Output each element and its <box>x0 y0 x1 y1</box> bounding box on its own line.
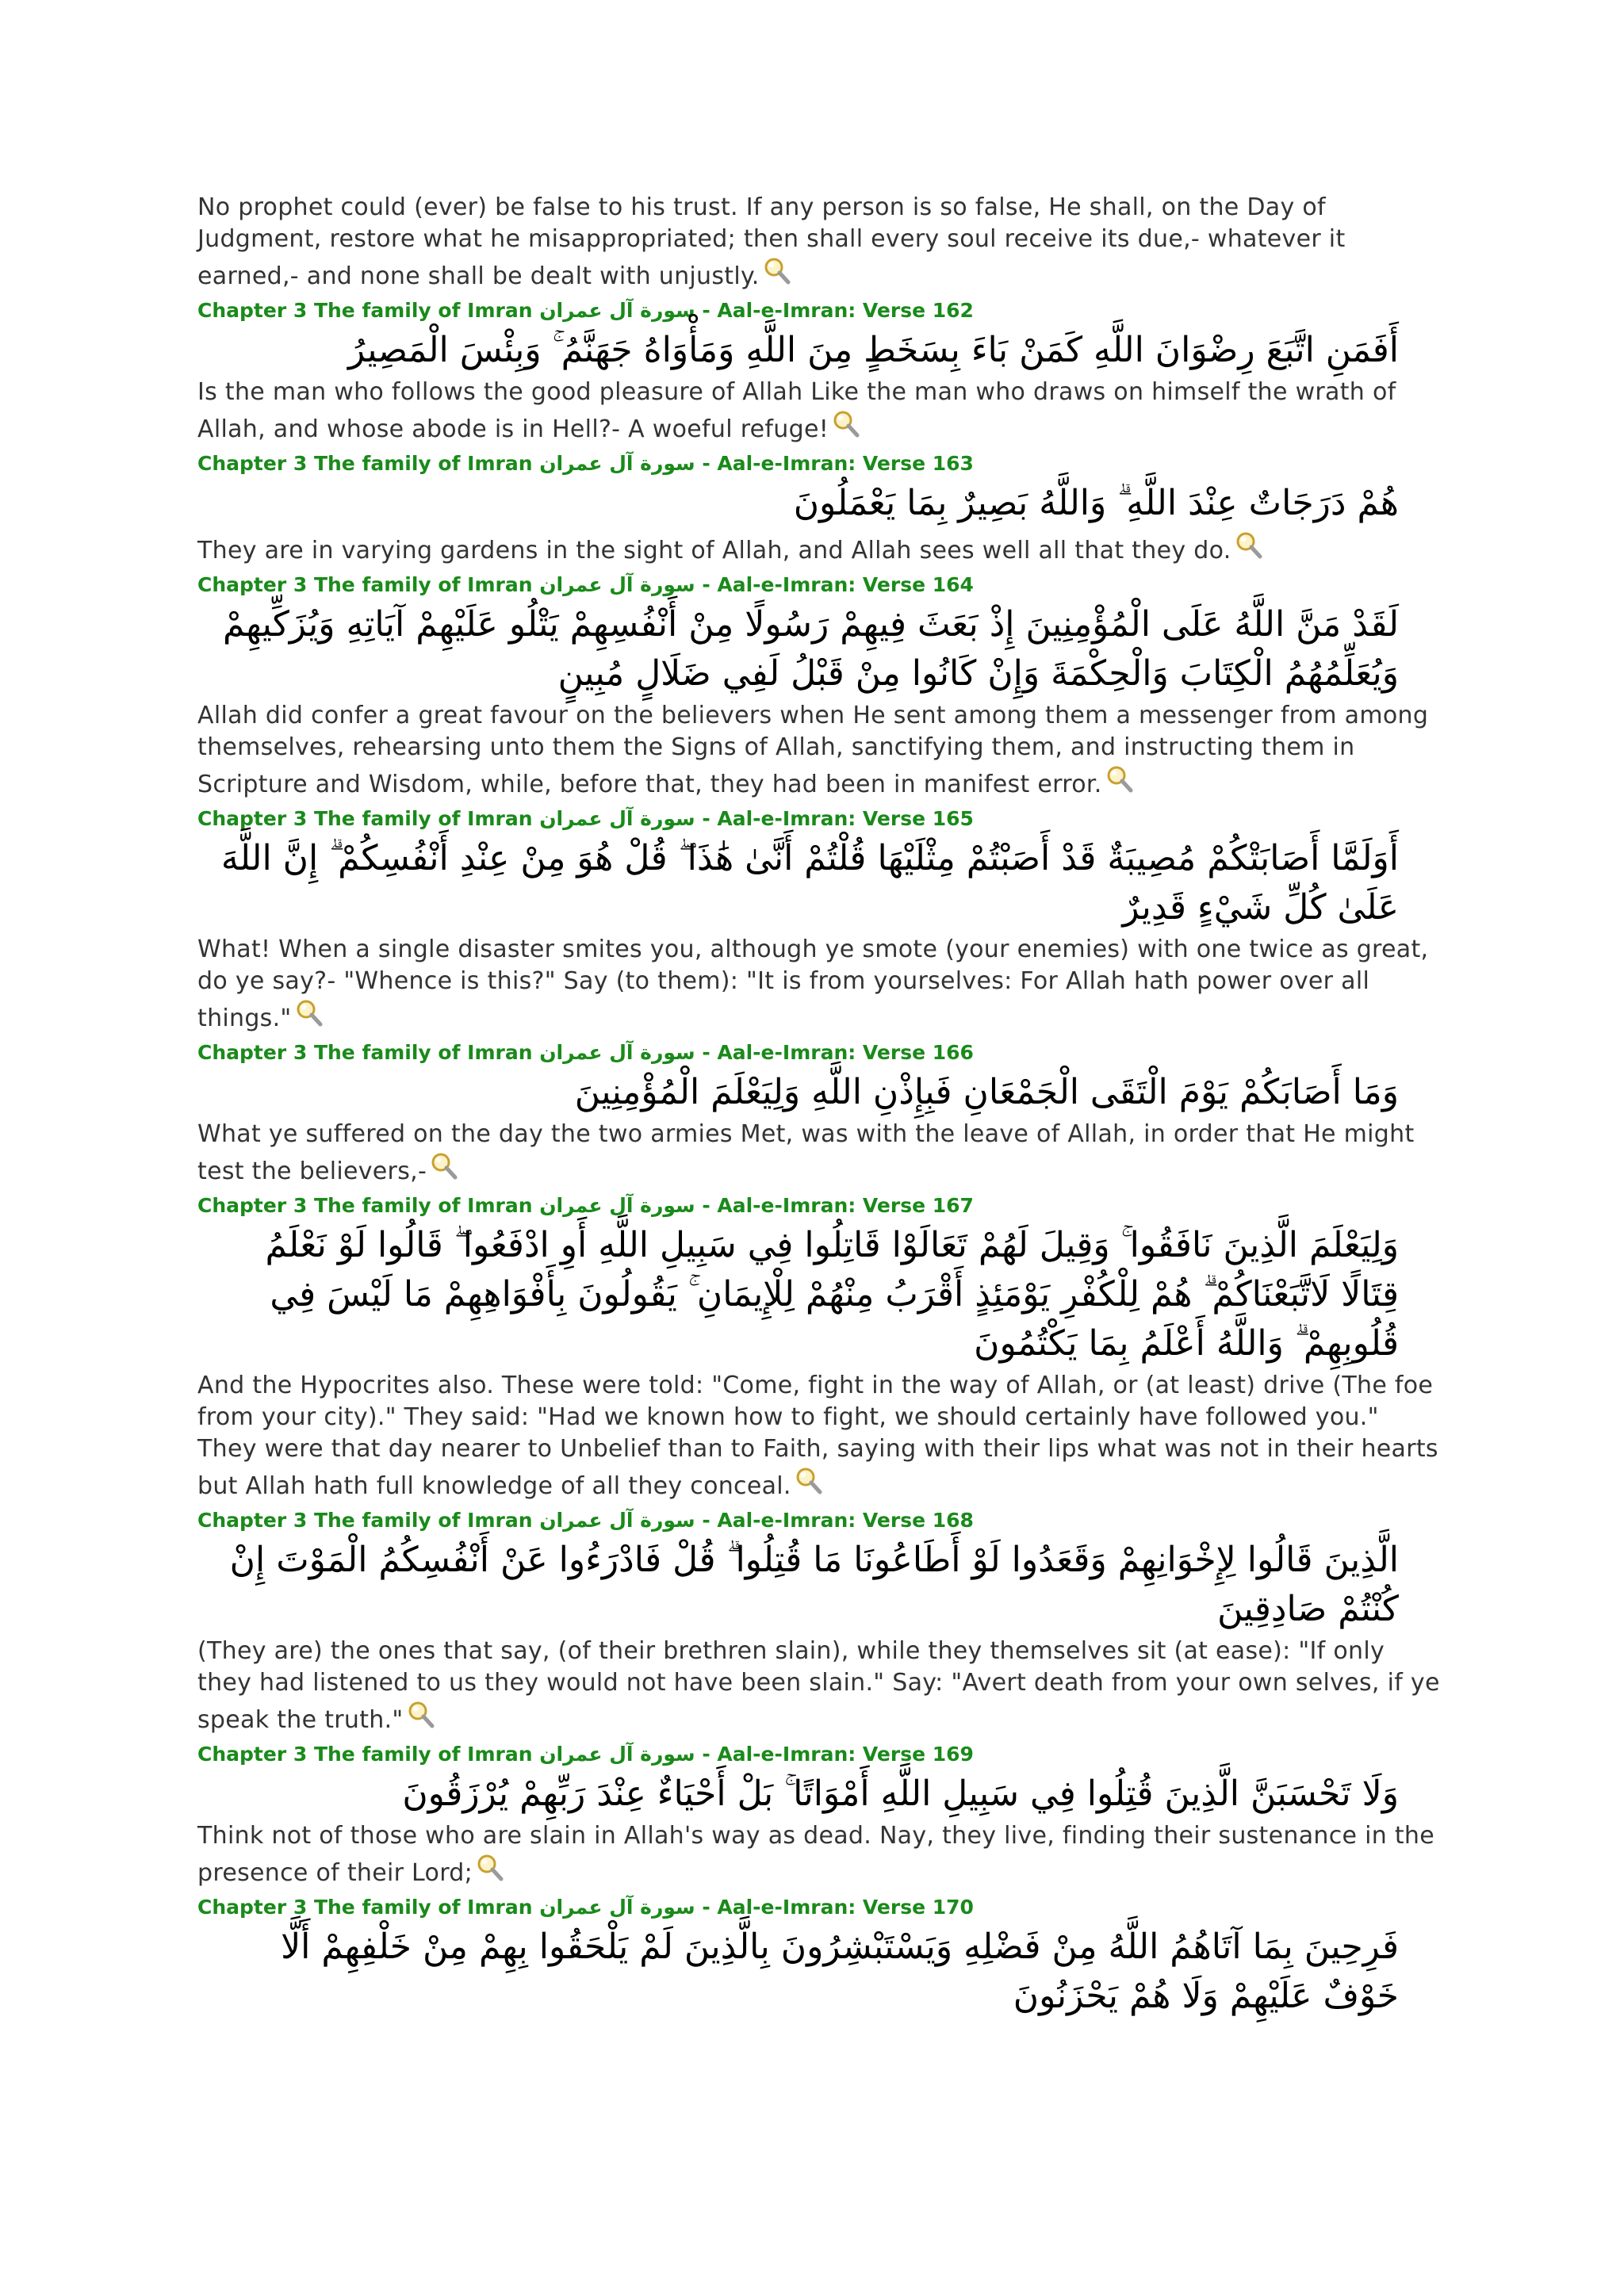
heading-chapter: Chapter 3 The family of Imran <box>197 1041 533 1064</box>
heading-surah-arabic: سورة آل عمران <box>539 1743 695 1766</box>
heading-surah-arabic: سورة آل عمران <box>539 573 695 596</box>
verse-heading[interactable] <box>197 297 1442 324</box>
verse-heading[interactable] <box>197 1192 1442 1219</box>
intro-translation: No prophet could (ever) be false to his trust. If any person is so false, He shall, on the Day of Judgment, restore what he misappropriated; then shall every soul receive its due,- whatever it earned,- and none shall be dealt with unjustly. <box>197 193 1346 290</box>
verse-translation-text: What! When a single disaster smites you, although ye smote (your enemies) with one twice as great, do ye say?- "Whence is this?" Say (to them): "It is from yourselves: For Allah hath power over all things." <box>197 936 1429 1032</box>
verse-translation-text: What ye suffered on the day the two armies Met, was with the leave of Allah, in order that He might test the believers,- <box>197 1120 1415 1185</box>
heading-verse-number: 167 <box>932 1194 974 1217</box>
heading-surah-latin: - Aal-e-Imran: Verse <box>702 1041 926 1064</box>
verse-translation-text: Think not of those who are slain in Allah's way as dead. Nay, they live, finding their sustenance in the presence of their Lord; <box>197 1822 1434 1887</box>
verse-heading[interactable] <box>197 1507 1442 1534</box>
search-icon[interactable] <box>293 997 325 1029</box>
search-icon[interactable] <box>405 1699 437 1731</box>
verse-translation-text: (They are) the ones that say, (of their brethren slain), while they themselves sit (at ease): "If only they had listened to us they would not have been slain." Say: "Avert death from your own selves, if ye speak the truth." <box>197 1637 1440 1734</box>
verse-translation <box>197 530 1442 567</box>
verse-block <box>197 450 1442 567</box>
verse-block <box>197 1192 1442 1502</box>
heading-surah-arabic: سورة آل عمران <box>539 1041 695 1064</box>
search-icon[interactable] <box>474 1852 506 1884</box>
heading-surah-arabic: سورة آل عمران <box>539 1194 695 1217</box>
verse-translation <box>197 1370 1442 1502</box>
verse-block <box>197 297 1442 446</box>
heading-chapter: Chapter 3 The family of Imran <box>197 299 533 322</box>
heading-chapter: Chapter 3 The family of Imran <box>197 807 533 830</box>
heading-chapter: Chapter 3 The family of Imran <box>197 452 533 475</box>
verse-block <box>197 806 1442 1035</box>
search-icon[interactable] <box>830 408 862 440</box>
verse-arabic: هُمْ دَرَجَاتٌ عِنْدَ اللَّهِ ۗ وَاللَّهُ بَصِيرٌ بِمَا يَعْمَلُونَ <box>793 483 1399 523</box>
verse-arabic: وَمَا أَصَابَكُمْ يَوْمَ الْتَقَى الْجَمْعَانِ فَبِإِذْنِ اللَّهِ وَلِيَعْلَمَ الْمُؤْمِنِينَ <box>574 1072 1399 1112</box>
heading-chapter: Chapter 3 The family of Imran <box>197 1509 533 1532</box>
verse-block <box>197 572 1442 801</box>
verse-translation-text: Is the man who follows the good pleasure of Allah Like the man who draws on himself the wrath of Allah, and whose abode is in Hell?- A woeful refuge! <box>197 378 1396 443</box>
quran-page <box>197 192 1442 2022</box>
heading-verse-number: 170 <box>932 1896 974 1919</box>
heading-chapter: Chapter 3 The family of Imran <box>197 573 533 596</box>
verse-block <box>197 1039 1442 1188</box>
heading-surah-arabic: سورة آل عمران <box>539 299 695 322</box>
heading-surah-latin: - Aal-e-Imran: Verse <box>702 807 926 830</box>
heading-surah-arabic: سورة آل عمران <box>539 1896 695 1919</box>
verse-arabic: لَقَدْ مَنَّ اللَّهُ عَلَى الْمُؤْمِنِينَ إِذْ بَعَثَ فِيهِمْ رَسُولًا مِنْ أَنْفُسِهِمْ يَتْلُو عَلَيْهِمْ آيَاتِهِ وَيُزَكِّيهِمْ وَيُعَلِّمُهُمُ الْكِتَابَ وَالْحِكْمَةَ وَإِنْ كَانُوا مِنْ قَبْلُ لَفِي ضَلَالٍ مُبِينٍ <box>222 604 1399 694</box>
verse-block <box>197 1507 1442 1736</box>
heading-verse-number: 168 <box>932 1509 974 1532</box>
verse-heading[interactable] <box>197 572 1442 599</box>
heading-surah-latin: - Aal-e-Imran: Verse <box>702 573 926 596</box>
verse-translation <box>197 934 1442 1035</box>
heading-surah-arabic: سورة آل عمران <box>539 807 695 830</box>
verse-translation-text: Allah did confer a great favour on the believers when He sent among them a messenger from among themselves, rehearsing unto them the Signs of Allah, sanctifying them, and instructing them in Scripture and Wisdom, while, before that, they had been in manifest error. <box>197 702 1429 798</box>
verse-arabic: أَوَلَمَّا أَصَابَتْكُمْ مُصِيبَةٌ قَدْ أَصَبْتُمْ مِثْلَيْهَا قُلْتُمْ أَنَّىٰ هَٰذَا ۖ قُلْ هُوَ مِنْ عِنْدِ أَنْفُسِكُمْ ۗ إِنَّ اللَّهَ عَلَىٰ كُلِّ شَيْءٍ قَدِيرٌ <box>220 838 1399 928</box>
verse-heading[interactable] <box>197 1741 1442 1768</box>
verse-translation-text: And the Hypocrites also. These were told: "Come, fight in the way of Allah, or (at least) drive (The foe from your city)." They said: "Had we known how to fight, we should certainly have followed you." They were that day nearer to Unbelief than to Faith, saying with their lips what was not in their hearts but Allah hath full knowledge of all they conceal. <box>197 1372 1438 1500</box>
heading-verse-number: 164 <box>932 573 974 596</box>
heading-surah-arabic: سورة آل عمران <box>539 1509 695 1532</box>
heading-surah-latin: - Aal-e-Imran: Verse <box>702 1896 926 1919</box>
verse-block <box>197 1741 1442 1889</box>
verse-translation <box>197 700 1442 801</box>
verse-arabic: وَلِيَعْلَمَ الَّذِينَ نَافَقُوا ۚ وَقِيلَ لَهُمْ تَعَالَوْا قَاتِلُوا فِي سَبِيلِ اللَّهِ أَوِ ادْفَعُوا ۖ قَالُوا لَوْ نَعْلَمُ قِتَالًا لَاتَّبَعْنَاكُمْ ۗ هُمْ لِلْكُفْرِ يَوْمَئِذٍ أَقْرَبُ مِنْهُمْ لِلْإِيمَانِ ۚ يَقُولُونَ بِأَفْوَاهِهِمْ مَا لَيْسَ فِي قُلُوبِهِمْ ۗ وَاللَّهُ أَعْلَمُ بِمَا يَكْتُمُونَ <box>265 1225 1399 1364</box>
verse-translation <box>197 1636 1442 1736</box>
heading-verse-number: 169 <box>932 1743 974 1766</box>
verse-translation-text: They are in varying gardens in the sight of Allah, and Allah sees well all that they do. <box>197 537 1231 564</box>
heading-surah-latin: - Aal-e-Imran: Verse <box>702 1509 926 1532</box>
verse-heading[interactable] <box>197 1039 1442 1066</box>
heading-verse-number: 165 <box>932 807 974 830</box>
heading-surah-arabic: سورة آل عمران <box>539 452 695 475</box>
search-icon[interactable] <box>428 1150 460 1182</box>
heading-chapter: Chapter 3 The family of Imran <box>197 1896 533 1919</box>
verse-heading[interactable] <box>197 806 1442 832</box>
search-icon[interactable] <box>793 1465 825 1497</box>
search-icon[interactable] <box>1104 763 1136 795</box>
verse-translation <box>197 377 1442 446</box>
heading-surah-latin: - Aal-e-Imran: Verse <box>702 452 926 475</box>
heading-chapter: Chapter 3 The family of Imran <box>197 1194 533 1217</box>
verse-translation <box>197 1119 1442 1188</box>
verse-arabic: أَفَمَنِ اتَّبَعَ رِضْوَانَ اللَّهِ كَمَنْ بَاءَ بِسَخَطٍ مِنَ اللَّهِ وَمَأْوَاهُ جَهَنَّمُ ۚ وَبِئْسَ الْمَصِيرُ <box>347 330 1399 370</box>
verse-heading[interactable] <box>197 450 1442 477</box>
heading-verse-number: 162 <box>932 299 974 322</box>
heading-verse-number: 163 <box>932 452 974 475</box>
heading-chapter: Chapter 3 The family of Imran <box>197 1743 533 1766</box>
heading-surah-latin: - Aal-e-Imran: Verse <box>702 299 926 322</box>
heading-surah-latin: - Aal-e-Imran: Verse <box>702 1743 926 1766</box>
verse-translation <box>197 1820 1442 1889</box>
heading-surah-latin: - Aal-e-Imran: Verse <box>702 1194 926 1217</box>
verses-list <box>197 297 1442 2021</box>
search-icon[interactable] <box>1233 530 1265 561</box>
heading-verse-number: 166 <box>932 1041 974 1064</box>
verse-arabic: الَّذِينَ قَالُوا لِإِخْوَانِهِمْ وَقَعَدُوا لَوْ أَطَاعُونَا مَا قُتِلُوا ۗ قُلْ فَادْرَءُوا عَنْ أَنْفُسِكُمُ الْمَوْتَ إِنْ كُنْتُمْ صَادِقِينَ <box>229 1540 1399 1629</box>
verse-arabic: وَلَا تَحْسَبَنَّ الَّذِينَ قُتِلُوا فِي سَبِيلِ اللَّهِ أَمْوَاتًا ۚ بَلْ أَحْيَاءٌ عِنْدَ رَبِّهِمْ يُرْزَقُونَ <box>402 1774 1399 1814</box>
search-icon[interactable] <box>761 255 793 287</box>
verse-block <box>197 1894 1442 2021</box>
verse-heading[interactable] <box>197 1894 1442 1921</box>
verse-arabic: فَرِحِينَ بِمَا آتَاهُمُ اللَّهُ مِنْ فَضْلِهِ وَيَسْتَبْشِرُونَ بِالَّذِينَ لَمْ يَلْحَقُوا بِهِمْ مِنْ خَلْفِهِمْ أَلَّا خَوْفٌ عَلَيْهِمْ وَلَا هُمْ يَحْزَنُونَ <box>281 1927 1399 2016</box>
